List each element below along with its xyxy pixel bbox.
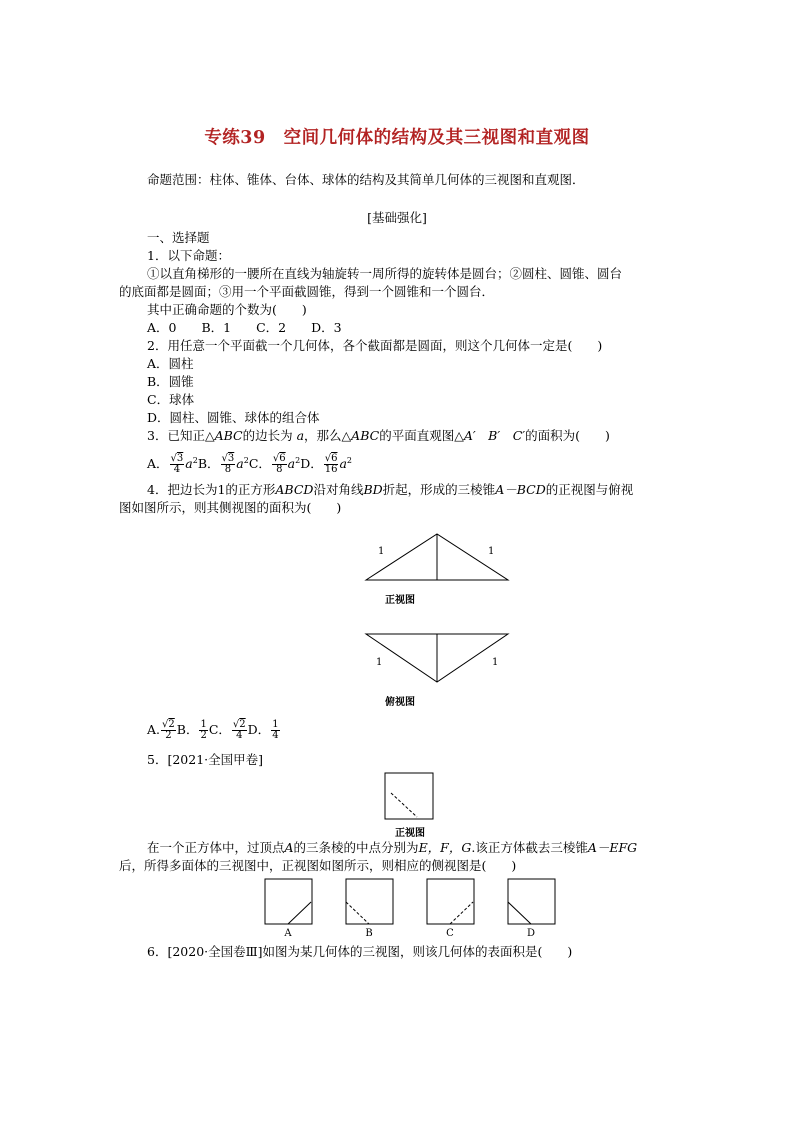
q5-choice-a-figure: [264, 878, 314, 926]
q5-choice-b-figure: [345, 878, 395, 926]
q5-choice-c-label: C: [446, 928, 454, 939]
q4-front-view-figure: [360, 528, 520, 584]
page-title: 专练39 空间几何体的结构及其三视图和直观图: [204, 128, 590, 148]
q4-top-edge-left: 1: [376, 657, 383, 668]
q5-line1: 在一个正方体中，过顶点A的三条棱的中点分别为E，F，G.该正方体截去三棱锥A－EFG: [147, 840, 638, 855]
q4-line1: 4．把边长为1的正方形ABCD沿对角线BD折起，形成的三棱锥A－BCD的正视图与俯视: [147, 482, 634, 497]
q5-line2: 后，所得多面体的三视图中，正视图如图所示，则相应的侧视图是( ): [119, 858, 517, 873]
q5-choice-a-label: A: [284, 928, 292, 939]
q5-choice-d-figure: [507, 878, 557, 926]
q1-line1: ①以直角梯形的一腰所在直线为轴旋转一周所得的旋转体是圆台；②圆柱、圆锥、圆台: [147, 266, 623, 281]
q6-stem: 6．[2020·全国卷Ⅲ]如图为某几何体的三视图，则该几何体的表面积是( ): [147, 944, 573, 959]
q5-choice-d-label: D: [526, 928, 536, 939]
q4-line2: 图如图所示，则其侧视图的面积为( ): [119, 500, 342, 515]
q1-line2: 的底面都是圆面；③用一个平面截圆锥，得到一个圆锥和一个圆台．: [119, 284, 495, 299]
q5-choice-c-figure: [426, 878, 476, 926]
q4-front-edge-right: 1: [488, 546, 495, 557]
q1-stem: 1．以下命题：: [147, 248, 230, 263]
q4-top-edge-right: 1: [492, 657, 499, 668]
q4-front-caption: 正视图: [385, 595, 415, 606]
q1-options: A．0 B．1 C．2 D．3: [147, 320, 342, 335]
q3-stem: 3．已知正△ABC的边长为 a，那么△ABC的平面直观图△A′ B′ C′的面积为( ): [147, 428, 610, 443]
q4-top-caption: 俯视图: [385, 697, 415, 708]
q2-option-d: D．圆柱、圆锥、球体的组合体: [147, 410, 320, 425]
q4-top-view-figure: [360, 630, 520, 686]
section-header: [基础强化]: [367, 210, 427, 225]
q1-line3: 其中正确命题的个数为( ): [147, 302, 307, 317]
q5-stem: 5．[2021·全国甲卷]: [147, 752, 263, 767]
part-label: 一、选择题: [147, 230, 210, 245]
q2-stem: 2．用任意一个平面截一个几何体，各个截面都是圆面，则这个几何体一定是( ): [147, 338, 603, 353]
q2-option-a: A．圆柱: [147, 356, 194, 371]
q2-option-c: C．球体: [147, 392, 195, 407]
q3-options: A． $\frac{√3}{4}$ $a^2B$． $\frac{√3}{8}$ $a^2C$． $\frac{√6}{8}$ $a^2D$． $\frac{√6}{16}$ $a^2$: [147, 453, 353, 476]
scope-text: 命题范围：柱体、锥体、台体、球体的结构及其简单几何体的三视图和直观图．: [147, 172, 585, 187]
q2-option-b: B．圆锥: [147, 374, 194, 389]
q5-choice-b-label: B: [365, 928, 373, 939]
q5-front-caption: 正视图: [395, 828, 425, 839]
q4-options: A. $\frac{√2}{2}$ B． $\frac{1}{2}$ C． $\frac{√2}{4}$ D． $\frac{1}{4}$: [147, 719, 279, 741]
q5-front-view-figure: [383, 771, 437, 821]
q4-front-edge-left: 1: [378, 546, 385, 557]
